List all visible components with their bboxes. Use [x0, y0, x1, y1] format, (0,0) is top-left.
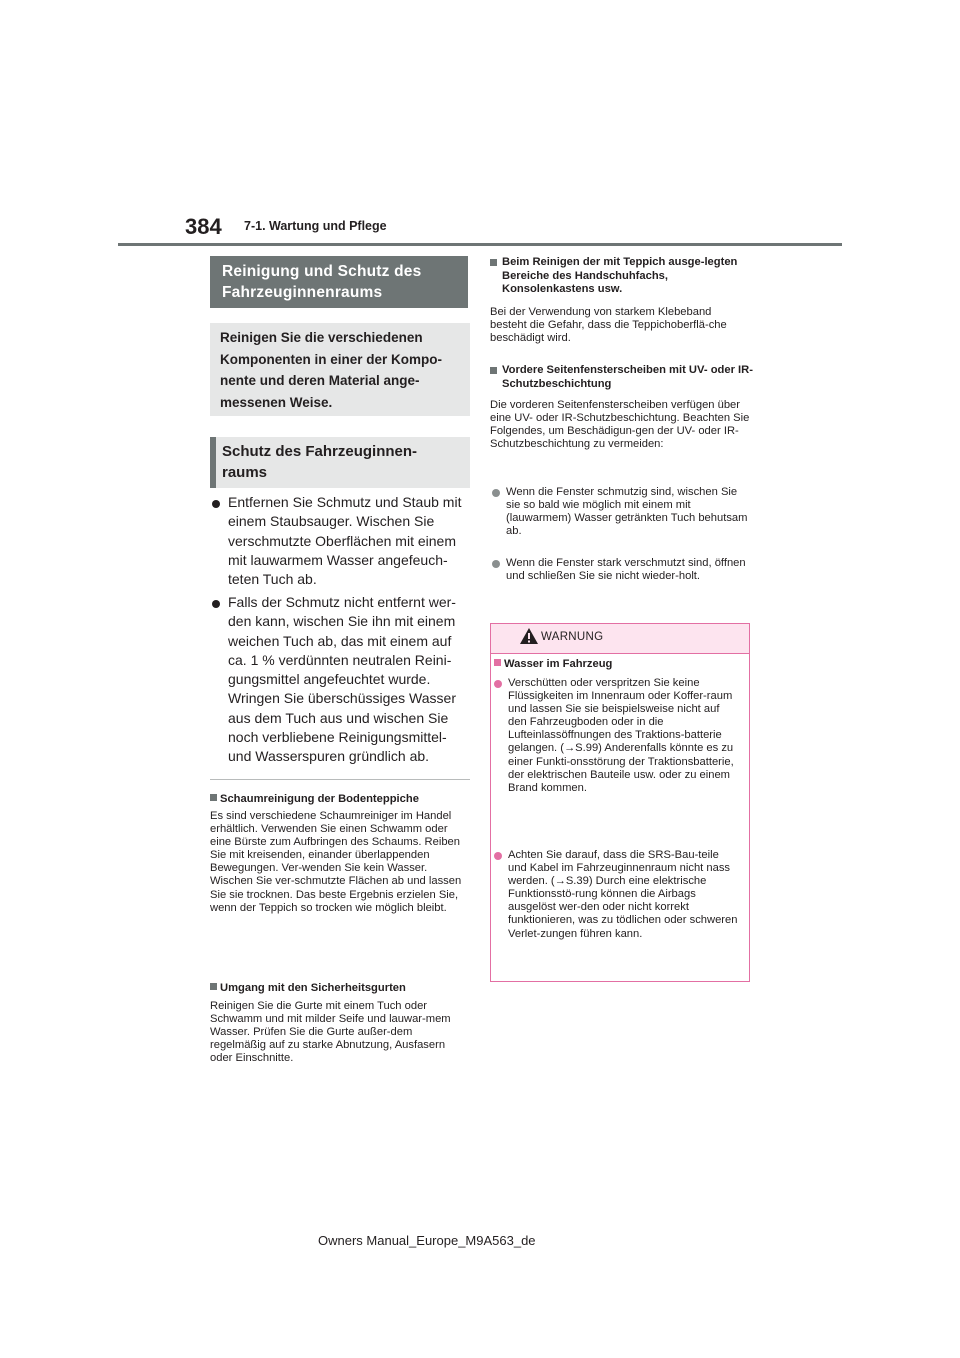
bullet-icon	[494, 680, 502, 688]
list-item	[494, 849, 738, 941]
warning-triangle-icon	[519, 627, 539, 645]
bullet-icon	[212, 600, 220, 608]
note-body: Bei der Verwendung von starkem Klebeband besteht die Gefahr, dass die Teppichoberflä-che beschädigt wird.	[490, 306, 727, 345]
list-item-text: Wenn die Fenster stark verschmutzt sind, öffnen und schließen Sie sie nicht wieder-holt.	[506, 557, 746, 583]
list-item	[212, 493, 470, 589]
note-heading-text: Vordere Seitenfensterscheiben mit UV- oder IR-Schutzbeschichtung	[502, 364, 753, 390]
page-number: 384	[185, 214, 222, 239]
note-heading-text: Beim Reinigen der mit Teppich ausge-legten Bereiche des Handschuhfachs, Konsolenkastens usw.	[502, 256, 738, 295]
footer-text: Owners Manual_Europe_M9A563_de	[318, 1233, 536, 1248]
note-heading	[490, 364, 757, 391]
list-item	[494, 677, 738, 795]
list-item-text: Entfernen Sie Schmutz und Staub mit einem Staubsauger. Wischen Sie verschmutzte Oberflächen mit einem mit lauwarmem Wasser angefeuch-teten Tuch ab.	[228, 494, 462, 588]
note-heading-text: Schaumreinigung der Bodenteppiche	[220, 793, 419, 805]
subheading: Schutz des Fahrzeuginnen-raums	[222, 443, 418, 481]
square-bullet-icon	[210, 983, 217, 990]
warning-heading-text: Wasser im Fahrzeug	[504, 658, 613, 670]
subheading-box	[210, 437, 470, 488]
bullet-icon	[492, 560, 500, 568]
note-heading	[210, 793, 472, 807]
chapter-title-box	[210, 256, 468, 308]
header-divider	[118, 243, 842, 246]
bullet-icon	[494, 852, 502, 860]
list-item	[492, 486, 750, 538]
note-heading	[490, 256, 750, 297]
list-item-text: Wenn die Fenster schmutzig sind, wischen Sie sie so bald wie möglich mit einem mit (lauwarmem) Wasser getränkten Tuch behutsam ab.	[506, 486, 748, 538]
note-body: Es sind verschiedene Schaumreiniger im Handel erhältlich. Verwenden Sie einen Schwamm oder eine Bürste zum Aufbringen des Schaums. Reiben Sie mit kreisenden, einander überlappenden Bewegungen. Ver-wenden Sie kein Wasser. Wischen Sie ver-schmutzte Flächen ab und lassen Sie sie trocknen. Das beste Ergebnis erzielen Sie, wenn der Teppich so trocken wie möglich bleibt.	[210, 810, 462, 914]
warning-title: WARNUNG	[541, 631, 604, 643]
note-body: Reinigen Sie die Gurte mit einem Tuch oder Schwamm und mit milder Seife und lauwar-mem Wasser. Prüfen Sie die Gurte außer-dem regelmäßig auf zu starke Abnutzung, Ausfasern oder Einschnitte.	[210, 1000, 451, 1065]
list-item	[492, 557, 750, 583]
note-heading-text: Umgang mit den Sicherheitsgurten	[220, 982, 406, 994]
warning-heading	[494, 658, 744, 672]
square-bullet-icon	[490, 259, 497, 266]
lead-box	[210, 323, 470, 416]
square-bullet-icon	[490, 367, 497, 374]
lead-text: Reinigen Sie die verschiedenen Komponenten in einer der Kompo-nente und deren Material ange-messenen Weise.	[220, 330, 443, 410]
bullet-icon	[212, 500, 220, 508]
list-item-text: Achten Sie darauf, dass die SRS-Bau-teile und Kabel im Fahrzeuginnenraum nicht nass werden. (→S.39) Durch eine elektrische Funktionsstö-rung können die Airbags ausgelöst wer-den oder nicht korrekt funktionieren, was zu tödlichen oder schweren Verlet-zungen führen kann.	[508, 849, 738, 940]
list-item	[212, 593, 470, 767]
note-body: Die vorderen Seitenfensterscheiben verfügen über eine UV- oder IR-Schutzbeschichtung. Beachten Sie Folgendes, um Beschädigun-gen der UV- oder IR-Schutzbeschichtung zu vermeiden:	[490, 399, 750, 451]
square-bullet-icon	[494, 659, 501, 666]
section-divider	[210, 779, 470, 780]
square-bullet-icon	[210, 794, 217, 801]
list-item-text: Falls der Schmutz nicht entfernt wer-den kann, wischen Sie ihn mit einem weichen Tuch ab, das mit einem auf ca. 1 % verdünnten neutralen Reini-gungsmittel angefeuchtet wurde. Wringen Sie überschüssiges Wasser aus dem Tuch aus und wischen Sie noch verbliebene Reinigungsmittel-und Wasserspuren gründlich ab.	[228, 594, 456, 765]
bullet-icon	[492, 489, 500, 497]
section-title: 7-1. Wartung und Pflege	[244, 219, 387, 233]
note-heading	[210, 982, 472, 996]
list-item-text: Verschütten oder verspritzen Sie keine Flüssigkeiten im Innenraum oder Koffer-raum und lassen Sie sie beispielsweise nicht auf den Fahrzeugboden oder in die Lufteinlassöffnungen des Traktions-batterie gelangen. (→S.99) Anderenfalls könnte es zu einer Funkti-onsstörung der Traktionsbatterie, der elektrischen Bauteile usw. oder zu einem Brand kommen.	[508, 677, 734, 794]
chapter-title: Reinigung und Schutz des Fahrzeuginnenraums	[222, 263, 422, 301]
